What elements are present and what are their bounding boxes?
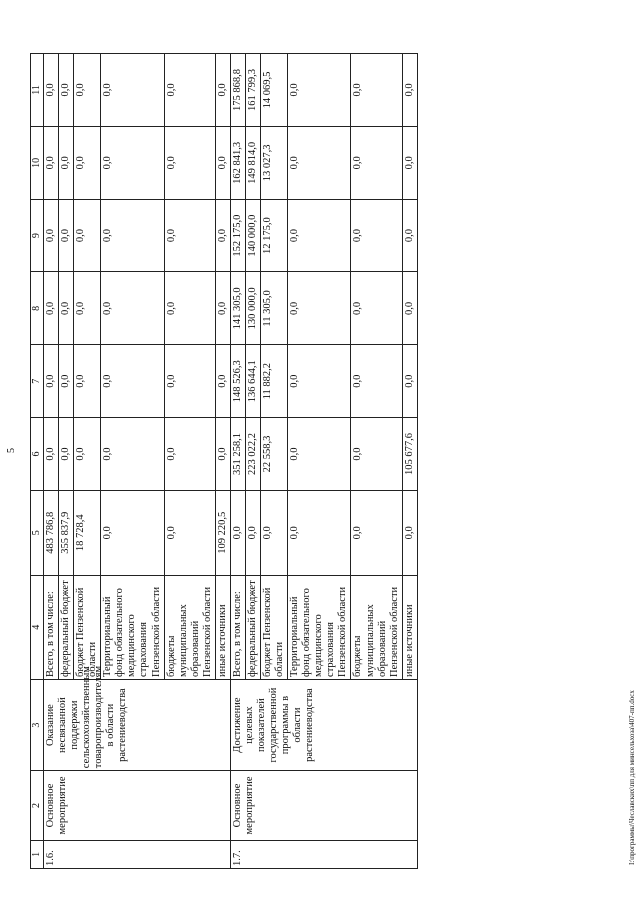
- amount-cell: 0,0: [101, 199, 164, 272]
- item-kind: Основное мероприятие: [44, 771, 231, 841]
- amount-cell: 0,0: [230, 490, 245, 575]
- amount-cell: 0,0: [288, 126, 351, 199]
- amount-cell: 0,0: [74, 126, 101, 199]
- column-number-cell: 10: [31, 126, 44, 199]
- funding-source: иные источники: [402, 575, 417, 679]
- amount-cell: 105 677,6: [402, 418, 417, 491]
- item-name: Оказание несвязанной поддержки сельскохозяйственным товаропроизводителям в области растениеводства: [44, 679, 231, 770]
- amount-cell: 12 175,0: [261, 199, 288, 272]
- amount-cell: 148 526,3: [230, 345, 245, 418]
- amount-cell: 0,0: [74, 54, 101, 127]
- amount-cell: 18 728,4: [74, 490, 101, 575]
- amount-cell: 13 027,3: [261, 126, 288, 199]
- amount-cell: 0,0: [101, 54, 164, 127]
- amount-cell: 0,0: [59, 418, 74, 491]
- amount-cell: 0,0: [44, 345, 59, 418]
- amount-cell: 0,0: [288, 199, 351, 272]
- amount-cell: 11 305,0: [261, 272, 288, 345]
- column-number-cell: 7: [31, 345, 44, 418]
- amount-cell: 22 558,3: [261, 418, 288, 491]
- amount-cell: 0,0: [164, 345, 215, 418]
- funding-source: бюджеты муниципальных образований Пензенской области: [164, 575, 215, 679]
- amount-cell: 0,0: [402, 126, 417, 199]
- amount-cell: 0,0: [288, 418, 351, 491]
- amount-cell: 0,0: [288, 345, 351, 418]
- funding-table: [30, 53, 418, 869]
- amount-cell: 0,0: [59, 199, 74, 272]
- amount-cell: 0,0: [351, 199, 402, 272]
- funding-source: Всего, в том числе:: [230, 575, 245, 679]
- amount-cell: 0,0: [164, 54, 215, 127]
- item-kind: Основное мероприятие: [230, 771, 417, 841]
- amount-cell: 0,0: [351, 345, 402, 418]
- amount-cell: 0,0: [59, 54, 74, 127]
- amount-cell: 0,0: [44, 272, 59, 345]
- amount-cell: 0,0: [44, 54, 59, 127]
- column-number-cell: 8: [31, 272, 44, 345]
- table-row: [44, 54, 59, 869]
- amount-cell: 0,0: [402, 54, 417, 127]
- amount-cell: 141 305,0: [230, 272, 245, 345]
- column-number-cell: 6: [31, 418, 44, 491]
- amount-cell: 0,0: [402, 199, 417, 272]
- amount-cell: 0,0: [288, 272, 351, 345]
- amount-cell: 223 022,2: [245, 418, 260, 491]
- amount-cell: 0,0: [74, 418, 101, 491]
- item-number: 1.7.: [230, 840, 417, 868]
- amount-cell: 0,0: [101, 418, 164, 491]
- column-number-cell: 11: [31, 54, 44, 127]
- amount-cell: 0,0: [74, 345, 101, 418]
- amount-cell: 0,0: [101, 345, 164, 418]
- column-number-cell: 4: [31, 575, 44, 679]
- amount-cell: 0,0: [164, 418, 215, 491]
- amount-cell: 162 841,3: [230, 126, 245, 199]
- table-row: [230, 54, 245, 869]
- amount-cell: 0,0: [101, 490, 164, 575]
- amount-cell: 136 644,1: [245, 345, 260, 418]
- amount-cell: 149 814,0: [245, 126, 260, 199]
- amount-cell: 0,0: [59, 272, 74, 345]
- funding-source: бюджет Пензенской области: [261, 575, 288, 679]
- column-number-cell: 5: [31, 490, 44, 575]
- amount-cell: 0,0: [74, 199, 101, 272]
- amount-cell: 0,0: [261, 490, 288, 575]
- amount-cell: 140 000,0: [245, 199, 260, 272]
- amount-cell: 0,0: [215, 418, 230, 491]
- amount-cell: 109 220,5: [215, 490, 230, 575]
- amount-cell: 0,0: [59, 345, 74, 418]
- amount-cell: 0,0: [351, 54, 402, 127]
- amount-cell: 0,0: [351, 272, 402, 345]
- amount-cell: 483 786,8: [44, 490, 59, 575]
- amount-cell: 0,0: [44, 418, 59, 491]
- funding-source: федеральный бюджет: [245, 575, 260, 679]
- item-name: Достижение целевых показателей государственной программы в области растениеводства: [230, 679, 417, 770]
- amount-cell: 0,0: [402, 490, 417, 575]
- amount-cell: 0,0: [101, 272, 164, 345]
- amount-cell: 0,0: [351, 418, 402, 491]
- amount-cell: 0,0: [44, 199, 59, 272]
- amount-cell: 0,0: [215, 54, 230, 127]
- funding-source: Территориальный фонд обязательного медицинского страхования Пензенской области: [288, 575, 351, 679]
- column-number-cell: 2: [31, 771, 44, 841]
- amount-cell: 14 069,5: [261, 54, 288, 127]
- funding-source: федеральный бюджет: [59, 575, 74, 679]
- amount-cell: 11 882,2: [261, 345, 288, 418]
- amount-cell: 0,0: [215, 199, 230, 272]
- amount-cell: 0,0: [74, 272, 101, 345]
- amount-cell: 0,0: [215, 345, 230, 418]
- amount-cell: 0,0: [402, 272, 417, 345]
- funding-source: Всего, в том числе:: [44, 575, 59, 679]
- amount-cell: 0,0: [164, 272, 215, 345]
- column-number-cell: 1: [31, 840, 44, 868]
- funding-source: бюджет Пензенской области: [74, 575, 101, 679]
- amount-cell: 0,0: [351, 126, 402, 199]
- amount-cell: 0,0: [245, 490, 260, 575]
- amount-cell: 355 837,9: [59, 490, 74, 575]
- amount-cell: 152 175,0: [230, 199, 245, 272]
- funding-source: бюджеты муниципальных образований Пензенской области: [351, 575, 402, 679]
- amount-cell: 351 258,1: [230, 418, 245, 491]
- item-number: 1.6.: [44, 840, 231, 868]
- amount-cell: 175 868,8: [230, 54, 245, 127]
- amount-cell: 0,0: [59, 126, 74, 199]
- amount-cell: 0,0: [288, 490, 351, 575]
- amount-cell: 0,0: [215, 126, 230, 199]
- amount-cell: 0,0: [164, 199, 215, 272]
- amount-cell: 0,0: [44, 126, 59, 199]
- amount-cell: 0,0: [215, 272, 230, 345]
- amount-cell: 130 000,0: [245, 272, 260, 345]
- page-number: 5: [6, 448, 17, 453]
- column-number-cell: 9: [31, 199, 44, 272]
- column-number-cell: 3: [31, 679, 44, 770]
- funding-source: иные источники: [215, 575, 230, 679]
- amount-cell: 0,0: [402, 345, 417, 418]
- header-row: [31, 54, 44, 869]
- amount-cell: 0,0: [164, 490, 215, 575]
- amount-cell: 0,0: [351, 490, 402, 575]
- amount-cell: 0,0: [101, 126, 164, 199]
- file-path-footer: I:\программы\Чеславских\пп для минсельхоза\407-пп.docx: [628, 690, 636, 865]
- amount-cell: 0,0: [164, 126, 215, 199]
- amount-cell: 161 799,3: [245, 54, 260, 127]
- amount-cell: 0,0: [288, 54, 351, 127]
- funding-source: Территориальный фонд обязательного медицинского страхования Пензенской области: [101, 575, 164, 679]
